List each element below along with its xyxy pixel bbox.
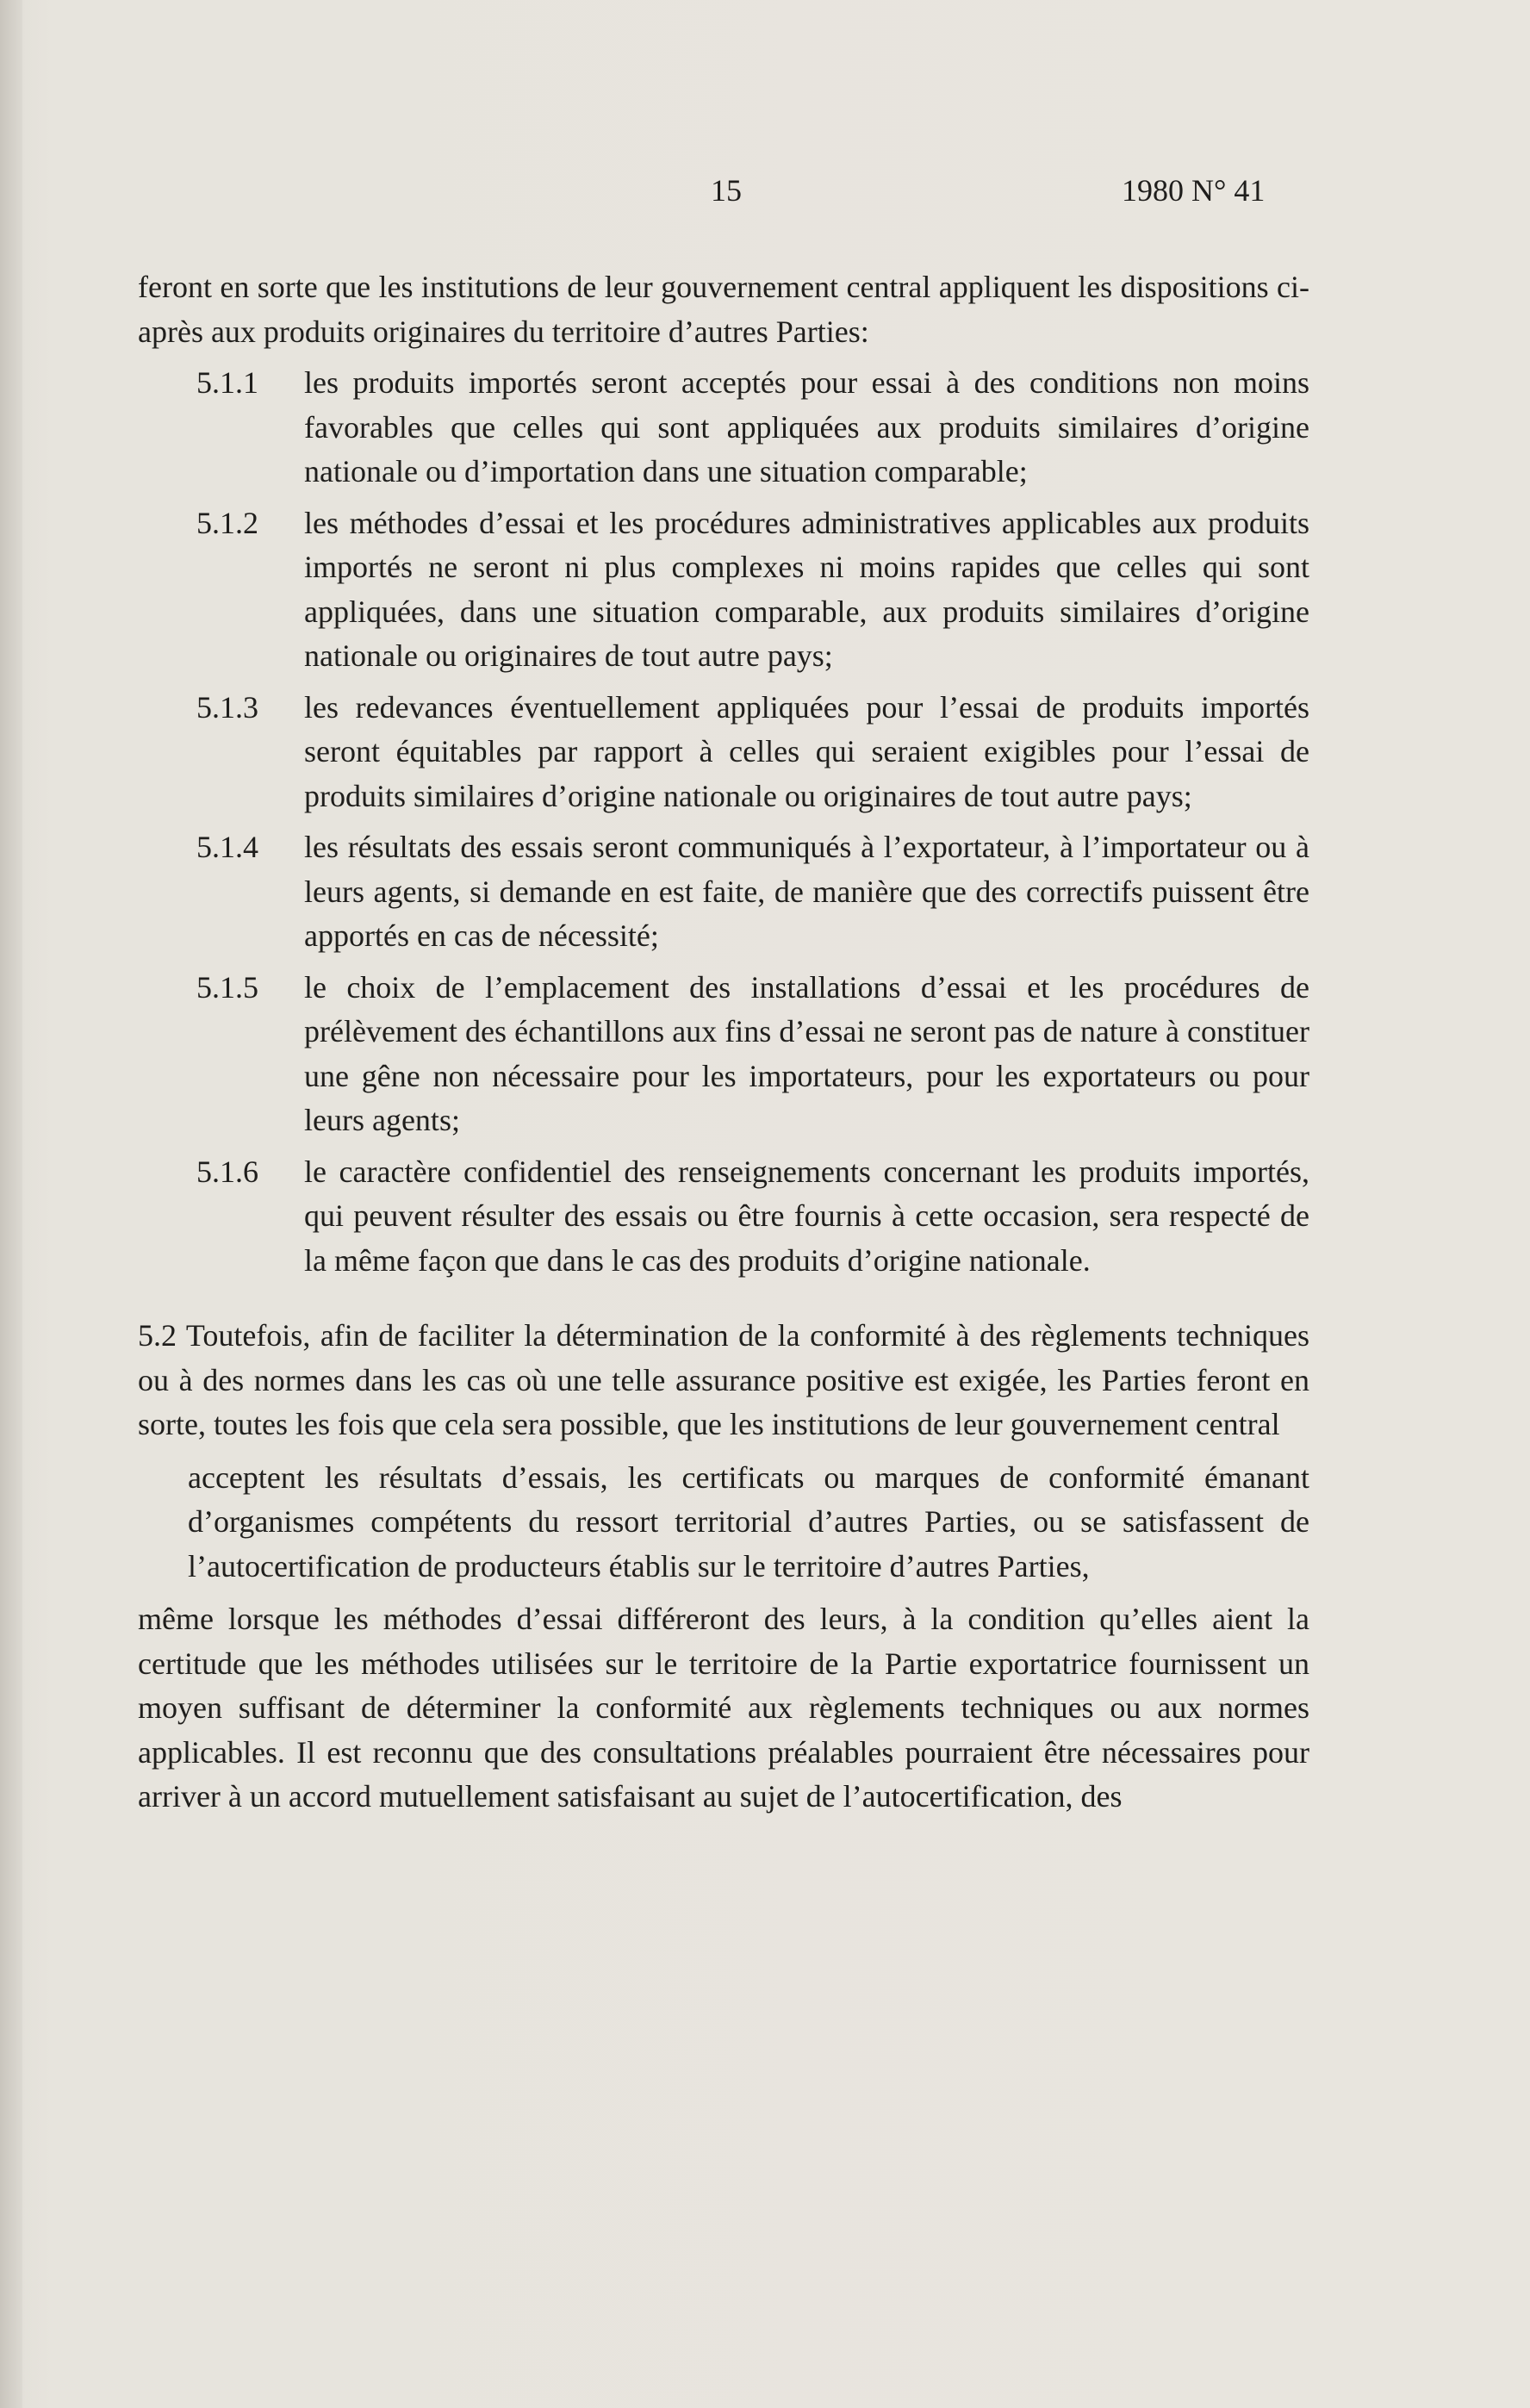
list-item-5-1-3 bbox=[138, 686, 1309, 819]
item-text: les produits importés seront acceptés pour essai à des conditions non moins favorables que celles qui sont appliquées aux produits similaires d’origine nationale ou d’importation dans une situation comparable; bbox=[304, 365, 1309, 488]
section-5-2-closing-paragraph: même lorsque les méthodes d’essai différeront des leurs, à la condition qu’elles aient la certitude que les méthodes utilisées sur le territoire de la Partie exportatrice fournissent un moyen suffisant de déterminer la conformité aux règlements techniques ou aux normes applicables. Il est reconnu que des consultations préalables pourraient être nécessaires pour arriver à un accord mutuellement satisfaisant au sujet de l’autocertification, des bbox=[138, 1602, 1309, 1814]
item-number: 5.1.4 bbox=[196, 830, 258, 864]
list-item-5-1-5 bbox=[138, 966, 1309, 1143]
page-number: 15 bbox=[711, 173, 742, 208]
section-5-2-paragraph: 5.2 Toutefois, afin de faciliter la détermination de la conformité à des règlements techniques ou à des normes dans les cas où une telle assurance positive est exigée, les Parties feront en sorte, toutes les fois que cela sera possible, que les institutions de leur gouvernement central bbox=[138, 1318, 1309, 1441]
list-item-5-1-4 bbox=[138, 825, 1309, 959]
item-number: 5.1.2 bbox=[196, 505, 258, 540]
document-reference: 1980 N° 41 bbox=[1122, 173, 1266, 208]
list-item-5-1-6 bbox=[138, 1150, 1309, 1284]
page-binding-edge bbox=[0, 0, 22, 2408]
list-item-5-1-1 bbox=[138, 361, 1309, 495]
page-header bbox=[0, 172, 1530, 215]
list-item-5-1-2 bbox=[138, 501, 1309, 679]
section-5-2-indented-clause: acceptent les résultats d’essais, les certificats ou marques de conformité émanant d’organismes compétents du ressort territorial d’autres Parties, ou se satisfassent de l’autocertification de producteurs établis sur le territoire d’autres Parties, bbox=[188, 1459, 1309, 1584]
item-text: les résultats des essais seront communiqués à l’exportateur, à l’importateur ou à leurs agents, si demande en est faite, de manière que des correctifs puissent être apportés en cas de nécessité; bbox=[304, 830, 1309, 953]
item-number: 5.1.5 bbox=[196, 969, 258, 1005]
item-number: 5.1.3 bbox=[196, 689, 258, 725]
item-text: le choix de l’emplacement des installations d’essai et les procédures de prélèvement des échantillons aux fins d’essai ne seront pas de nature à constituer une gêne non nécessaire pour les importateurs, pour les exportateurs ou pour leurs agents; bbox=[304, 969, 1309, 1137]
intro-paragraph: feront en sorte que les institutions de leur gouvernement central appliquent les dispositions ci-après aux produits originaires du territoire d’autres Parties: bbox=[138, 270, 1309, 349]
body-text bbox=[138, 265, 1309, 1820]
item-text: les méthodes d’essai et les procédures administratives applicables aux produits importés ne seront ni plus complexes ni moins rapides que celles qui sont appliquées, dans une situation comparable, aux produits similaires d’origine nationale ou originaires de tout autre pays; bbox=[304, 505, 1309, 673]
item-number: 5.1.6 bbox=[196, 1154, 258, 1189]
item-text: le caractère confidentiel des renseignements concernant les produits importés, qui peuvent résulter des essais ou être fournis à cette occasion, sera respecté de la même façon que dans le cas des produits d’origine nationale. bbox=[304, 1154, 1309, 1278]
item-number: 5.1.1 bbox=[196, 365, 258, 400]
item-text: les redevances éventuellement appliquées pour l’essai de produits importés seront équitables par rapport à celles qui seraient exigibles pour l’essai de produits similaires d’origine nationale ou originaires de tout autre pays; bbox=[304, 689, 1309, 813]
